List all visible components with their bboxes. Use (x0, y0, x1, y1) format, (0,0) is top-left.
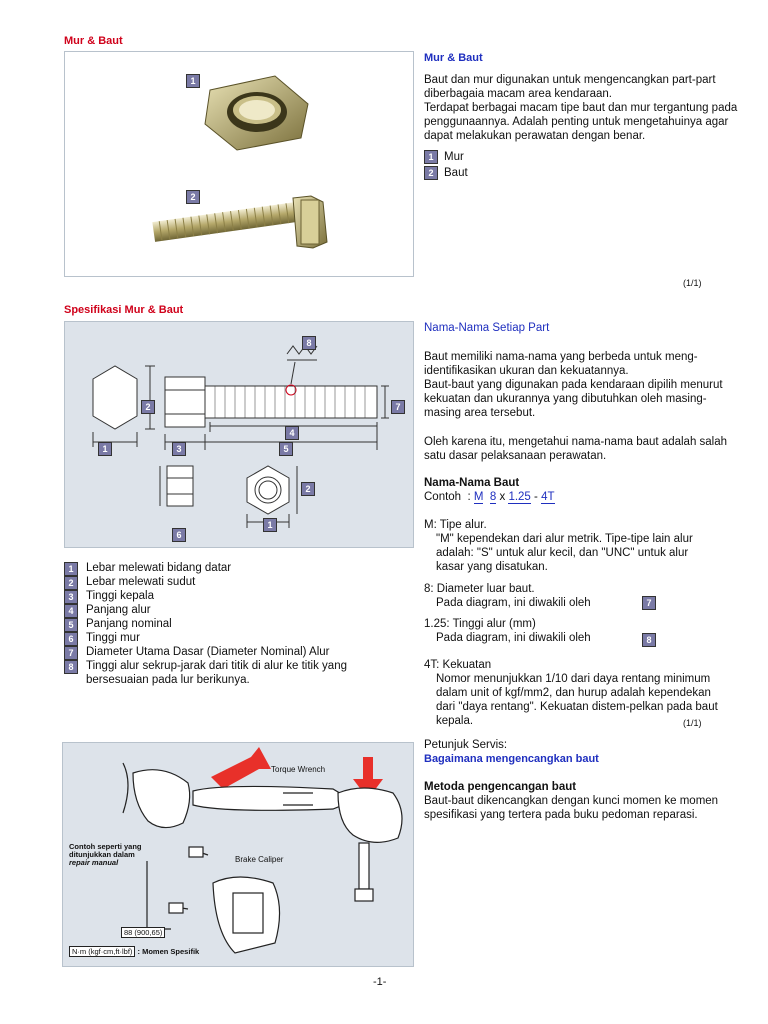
legend-number: 3 (64, 590, 78, 604)
example-x: x (499, 491, 506, 503)
legend-number: 2 (64, 576, 78, 590)
nut-bolt-illustration (65, 52, 413, 276)
legend-label: Panjang alur (86, 604, 151, 616)
item-number: 2 (424, 166, 438, 180)
example-colon: : (467, 491, 471, 503)
example-4t-part: 4T (541, 491, 555, 503)
legend-item (64, 617, 172, 632)
section-title-spesifikasi: Spesifikasi Mur & Baut (64, 304, 184, 316)
page-marker: (1/1) (683, 278, 702, 288)
section1-paragraph2: Terdapat berbagai macam tipe baut dan mur tergantung pada penggunaannya. Adalah penting untuk mengetahuinya agar dapat melakukan perawatan dengan benar. (424, 102, 738, 142)
legend-number: 5 (64, 618, 78, 632)
strength-title: 4T: Kekuatan (424, 659, 492, 671)
legend-item (64, 659, 369, 687)
example-note-line2: ditunjukkan dalam (69, 850, 135, 859)
legend-item (64, 575, 195, 590)
diagram-marker-4: 4 (285, 426, 299, 440)
legend-number: 8 (64, 660, 78, 674)
section1-description (424, 73, 754, 143)
legend-label: Panjang nominal (86, 618, 172, 630)
legend-label: Tinggi mur (86, 632, 140, 644)
torque-value-label: 88 (900,65) (121, 927, 165, 938)
section1-item-list (424, 150, 468, 180)
bolt-dimension-drawing (65, 322, 413, 547)
example-note-line3: repair manual (69, 858, 119, 867)
diagram-marker-1: 1 (98, 442, 112, 456)
item-label: Baut (444, 167, 468, 179)
legend-item (64, 645, 329, 660)
example-note (69, 843, 142, 867)
pitch-title: 1.25: Tinggi alur (mm) (424, 618, 536, 630)
section2-paragraph1: Baut memiliki nama-nama yang berbeda untuk meng-identifikasikan ukuran dan kekuatannya. (424, 351, 698, 377)
section1-right-title: Mur & Baut (424, 52, 483, 64)
legend-number: 6 (64, 632, 78, 646)
example-8-part: 8 (489, 491, 497, 503)
legend-number: 4 (64, 604, 78, 618)
diagram-marker-7: 7 (391, 400, 405, 414)
list-item (424, 150, 468, 164)
section2-right-title: Nama-Nama Setiap Part (424, 322, 550, 334)
legend-label: Tinggi kepala (86, 590, 154, 602)
method-description: Baut-baut dikencangkan dengan kunci momen ke momen spesifikasi yang tertera pada buku pedoman reparasi. (424, 795, 719, 821)
section2-paragraph3: Oleh karena itu, mengetahui nama-nama baut adalah salah satu dasar pelaksanaan perawatan. (424, 436, 728, 462)
torque-unit-desc: : Momen Spesifik (137, 947, 200, 956)
page-number: -1- (373, 976, 387, 988)
naming-title: Nama-Nama Baut (424, 477, 520, 489)
torque-unit-row (69, 947, 199, 956)
example-label: Contoh (424, 491, 462, 503)
item-number: 1 (424, 150, 438, 164)
diagram-marker-1b: 1 (263, 518, 277, 532)
section1-paragraph1: Baut dan mur digunakan untuk mengencangkan part-part diberbagaia macam area kendaraan. (424, 74, 716, 100)
diagram-marker-8: 8 (302, 336, 316, 350)
example-m-part: M (473, 491, 484, 503)
diagram-marker-3: 3 (172, 442, 186, 456)
nut-bolt-photo (64, 51, 414, 277)
pitch-marker: 8 (642, 633, 656, 647)
legend-label: Lebar melewati bidang datar (86, 562, 232, 574)
legend-number: 7 (64, 646, 78, 660)
list-item (424, 166, 468, 180)
section2-paragraph2: Baut-baut yang digunakan pada kendaraan dipilih menurut kekuatan dan ukurannya yang dibutuhkan oleh masing-masing area tersebut. (424, 379, 723, 419)
strength-description: Nomor menunjukkan 1/10 dari daya rentang minimum dalam unit of kgf/mm2, dan hurup adalah kependekan dari "daya rentang". Kekuatan distem-pelkan pada baut kepala. (436, 673, 718, 727)
bolt-part-legend (64, 561, 394, 691)
torque-unit-box: N·m (kgf·cm,ft·lbf) (69, 946, 135, 957)
m-type-description: "M" kependekan dari alur metrik. Tipe-tipe lain alur adalah: "S" untuk alur kecil, dan "UNC" untuk alur kasar yang disatukan. (436, 533, 693, 573)
diameter-title: 8: Diameter luar baut. (424, 583, 535, 595)
legend-label: Lebar melewati sudut (86, 576, 196, 588)
nut-marker: 1 (186, 74, 200, 88)
legend-item (64, 631, 140, 646)
m-type-title: M: Tipe alur. (424, 519, 487, 531)
bolt-marker: 2 (186, 190, 200, 204)
torque-wrench-illustration (62, 742, 414, 967)
diagram-marker-6: 6 (172, 528, 186, 542)
service-hint-link[interactable]: Bagaimana mengencangkan baut (424, 753, 599, 765)
diagram-marker-2: 2 (141, 400, 155, 414)
page-marker: (1/1) (683, 718, 702, 728)
bolt-specification-diagram (64, 321, 414, 548)
legend-label: Tinggi alur sekrup-jarak dari titik di alur ke titik yang bersesuaian pada lur berikunya. (86, 660, 347, 686)
example-dash: - (534, 491, 538, 503)
item-label: Mur (444, 151, 464, 163)
diagram-marker-2b: 2 (301, 482, 315, 496)
section-title-mur-baut: Mur & Baut (64, 35, 123, 47)
diagram-marker-5: 5 (279, 442, 293, 456)
legend-item (64, 561, 231, 576)
naming-example (424, 490, 555, 504)
method-title: Metoda pengencangan baut (424, 781, 577, 793)
legend-number: 1 (64, 562, 78, 576)
diameter-description: Pada diagram, ini diwakili oleh (436, 597, 591, 609)
example-note-line1: Contoh seperti yang (69, 842, 142, 851)
legend-item (64, 589, 154, 604)
example-125-part: 1.25 (508, 491, 531, 503)
pitch-description: Pada diagram, ini diwakili oleh (436, 632, 591, 644)
torque-wrench-label: Torque Wrench (271, 765, 326, 774)
legend-item (64, 603, 151, 618)
brake-caliper-label: Brake Caliper (235, 855, 284, 864)
legend-label: Diameter Utama Dasar (Diameter Nominal) Alur (86, 646, 330, 658)
service-hint-label: Petunjuk Servis: (424, 739, 508, 751)
diameter-marker: 7 (642, 596, 656, 610)
